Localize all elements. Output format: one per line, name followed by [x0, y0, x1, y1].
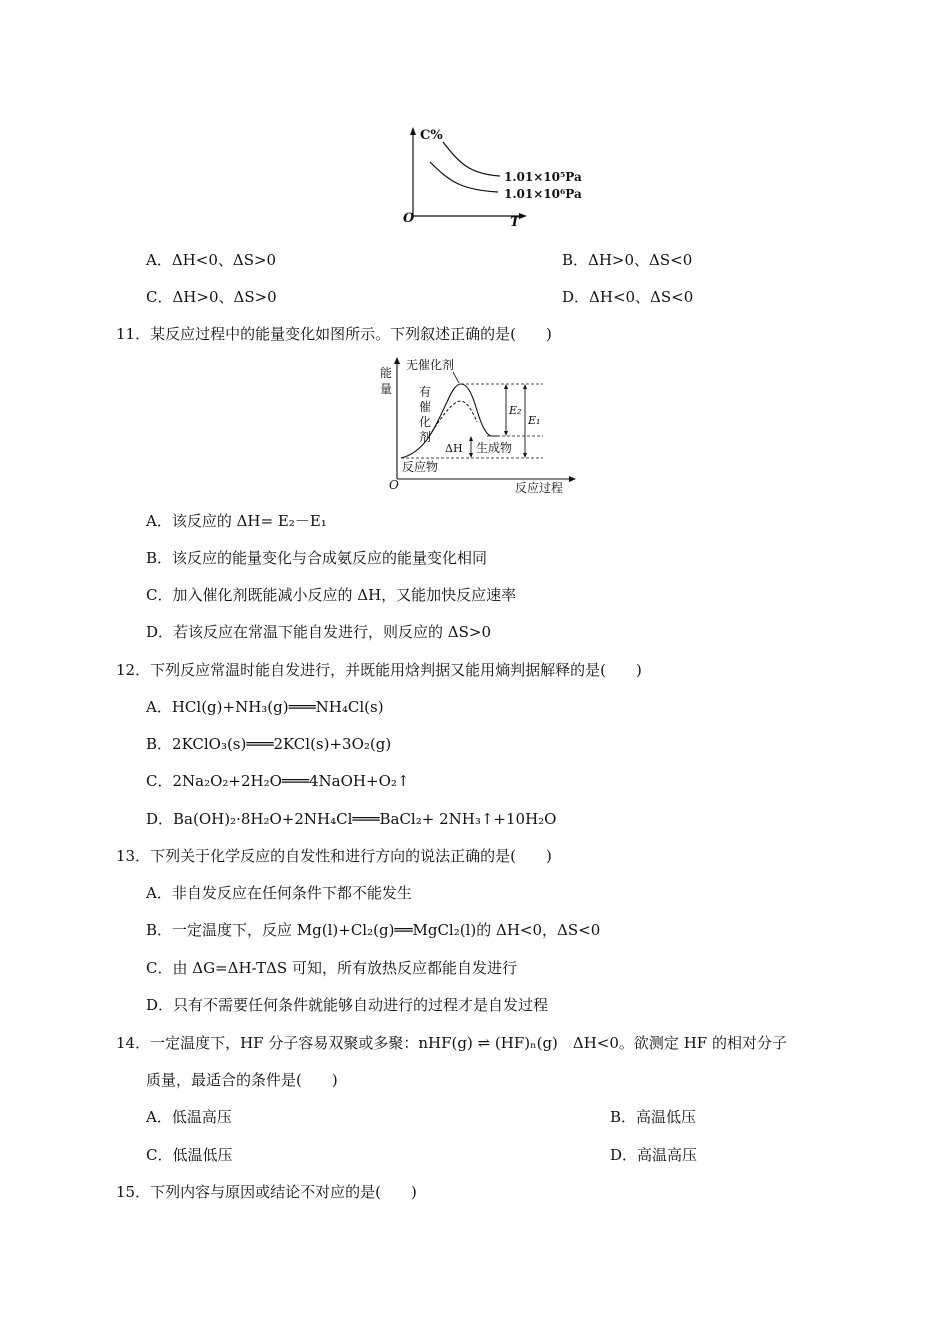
y-axis-arrow [410, 127, 416, 135]
e2-arrowhead-bottom [504, 431, 508, 436]
q13-option-b[interactable]: B．一定温度下，反应 Mg(l)+Cl₂(g)══MgCl₂(l)的 ΔH<0，ΔS<0 [146, 921, 601, 939]
catalyst-label-2: 催 [419, 400, 432, 414]
origin-label: O [389, 478, 399, 492]
y-axis-label-1: 能 [380, 366, 393, 380]
q14-option-d[interactable]: D．高温高压 [610, 1146, 698, 1164]
e1-arrowhead-bottom [523, 453, 527, 458]
q14-option-b[interactable]: B．高温低压 [610, 1108, 697, 1126]
catalyst-label-3: 化 [419, 415, 432, 429]
y-axis-label-2: 量 [380, 382, 393, 396]
catalyst-label-1: 有 [419, 385, 432, 399]
q13-option-c[interactable]: C．由 ΔG=ΔH-TΔS 可知，所有放热反应都能自发进行 [146, 959, 517, 977]
q12-option-d[interactable]: D．Ba(OH)₂·8H₂O+2NH₄Cl═══BaCl₂+ 2NH₃↑+10H₂O [146, 810, 557, 828]
no-catalyst-pointer [453, 372, 459, 383]
q12-option-c[interactable]: C．2Na₂O₂+2H₂O═══4NaOH+O₂↑ [146, 772, 410, 790]
q13-option-d[interactable]: D．只有不需要任何条件就能够自动进行的过程才是自发过程 [146, 996, 549, 1014]
q11-option-b[interactable]: B．该反应的能量变化与合成氨反应的能量变化相同 [146, 549, 488, 567]
no-catalyst-label: 无催化剂 [406, 358, 455, 372]
dh-arrowhead-top [469, 436, 473, 441]
q13-option-a[interactable]: A．非自发反应在任何条件下都不能发生 [146, 884, 412, 902]
origin-label: O [403, 211, 415, 226]
dh-label: ΔH [445, 442, 463, 455]
reactant-label: 反应物 [402, 460, 439, 474]
q10-option-d[interactable]: D．ΔH<0、ΔS<0 [562, 288, 694, 306]
x-axis-label: 反应过程 [515, 481, 564, 495]
e2-label: E₂ [509, 404, 522, 417]
q15-stem: 15．下列内容与原因或结论不对应的是( ) [116, 1183, 417, 1201]
q11-option-c[interactable]: C．加入催化剂既能减小反应的 ΔH，又能加快反应速率 [146, 586, 517, 604]
curve-1e6pa [430, 162, 498, 192]
q12-option-a[interactable]: A．HCl(g)+NH₃(g)═══NH₄Cl(s) [146, 698, 384, 716]
curve-1e5pa-label: 1.01×10⁵Pa [504, 170, 582, 184]
curve-1e6pa-label: 1.01×10⁶Pa [504, 187, 582, 201]
q11-option-d[interactable]: D．若该反应在常温下能自发进行，则反应的 ΔS>0 [146, 623, 492, 641]
q12-option-b[interactable]: B．2KClO₃(s)═══2KCl(s)+3O₂(g) [146, 735, 392, 753]
dh-arrowhead-bottom [469, 453, 473, 458]
e1-label: E₁ [528, 414, 541, 427]
q14-option-c[interactable]: C．低温低压 [146, 1146, 233, 1164]
q10-option-c[interactable]: C．ΔH>0、ΔS>0 [146, 288, 277, 306]
figure-energy-reaction-profile [375, 352, 580, 498]
x-axis-arrow [519, 213, 527, 219]
figure-c-percent-vs-temperature [400, 124, 600, 230]
q14-option-a[interactable]: A．低温高压 [146, 1108, 232, 1126]
q14-stem-line2: 质量，最适合的条件是( ) [146, 1071, 338, 1089]
x-axis-label: T [510, 215, 520, 230]
e2-arrowhead-top [504, 384, 508, 389]
y-axis-label: C% [420, 128, 443, 143]
catalyst-label-4: 剂 [419, 430, 432, 444]
q14-stem-line1: 14．一定温度下，HF 分子容易双聚或多聚：nHF(g) ⇌ (HF)ₙ(g) ΔH<0。欲测定 HF 的相对分子 [116, 1034, 787, 1052]
q11-stem: 11．某反应过程中的能量变化如图所示。下列叙述正确的是( ) [116, 325, 552, 343]
e1-arrowhead-top [523, 384, 527, 389]
q10-option-b[interactable]: B．ΔH>0、ΔS<0 [562, 251, 693, 269]
q13-stem: 13．下列关于化学反应的自发性和进行方向的说法正确的是( ) [116, 847, 552, 865]
x-axis-arrow [569, 476, 576, 482]
y-axis-arrow [394, 357, 400, 364]
catalyst-curve [429, 401, 477, 436]
curve-1e5pa [443, 142, 500, 176]
q11-option-a[interactable]: A．该反应的 ΔH= E₂－E₁ [146, 512, 327, 530]
q10-option-a[interactable]: A．ΔH<0、ΔS>0 [146, 251, 277, 269]
product-label: 生成物 [476, 441, 513, 455]
q12-stem: 12．下列反应常温时能自发进行，并既能用焓判据又能用熵判据解释的是( ) [116, 661, 642, 679]
